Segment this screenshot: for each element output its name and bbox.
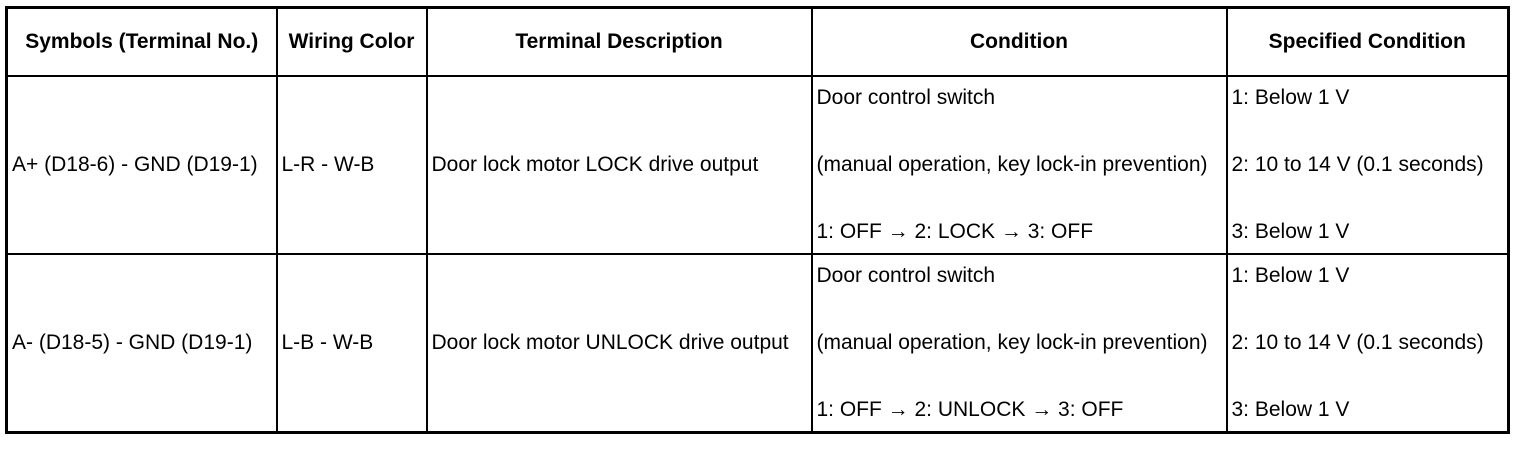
cell-description: Door lock motor UNLOCK drive output [427, 254, 812, 433]
condition-line: 1: OFF → 2: UNLOCK → 3: OFF [816, 398, 1124, 421]
header-row [7, 8, 1509, 77]
header-wiring-color: Wiring Color [277, 8, 427, 77]
cell-wiring-color: L-R - W-B [277, 76, 427, 254]
table-row [7, 76, 1509, 254]
specified-line: 2: 10 to 14 V (0.1 seconds) [1231, 331, 1484, 354]
cell-condition [812, 254, 1227, 433]
cell-condition [812, 76, 1227, 254]
specified-line: 2: 10 to 14 V (0.1 seconds) [1231, 153, 1484, 176]
condition-line: Door control switch [816, 86, 996, 109]
header-symbols: Symbols (Terminal No.) [7, 8, 277, 77]
specified-line: 1: Below 1 V [1231, 264, 1350, 287]
cell-specified-condition [1227, 254, 1509, 433]
header-specified-condition: Specified Condition [1227, 8, 1509, 77]
cell-description: Door lock motor LOCK drive output [427, 76, 812, 254]
specified-line: 3: Below 1 V [1231, 220, 1350, 243]
terminal-spec-table-container [5, 6, 1510, 434]
cell-specified-condition [1227, 76, 1509, 254]
specified-line: 1: Below 1 V [1231, 86, 1350, 109]
header-condition: Condition [812, 8, 1227, 77]
condition-line: 1: OFF → 2: LOCK → 3: OFF [816, 220, 1094, 243]
cell-symbols: A- (D18-5) - GND (D19-1) [7, 254, 277, 433]
condition-line: (manual operation, key lock-in prevention) [816, 331, 1208, 354]
terminal-spec-table [5, 6, 1510, 434]
cell-wiring-color: L-B - W-B [277, 254, 427, 433]
condition-line: Door control switch [816, 264, 996, 287]
table-row [7, 254, 1509, 433]
condition-line: (manual operation, key lock-in prevention) [816, 153, 1208, 176]
header-terminal-description: Terminal Description [427, 8, 812, 77]
specified-line: 3: Below 1 V [1231, 398, 1350, 421]
cell-symbols: A+ (D18-6) - GND (D19-1) [7, 76, 277, 254]
